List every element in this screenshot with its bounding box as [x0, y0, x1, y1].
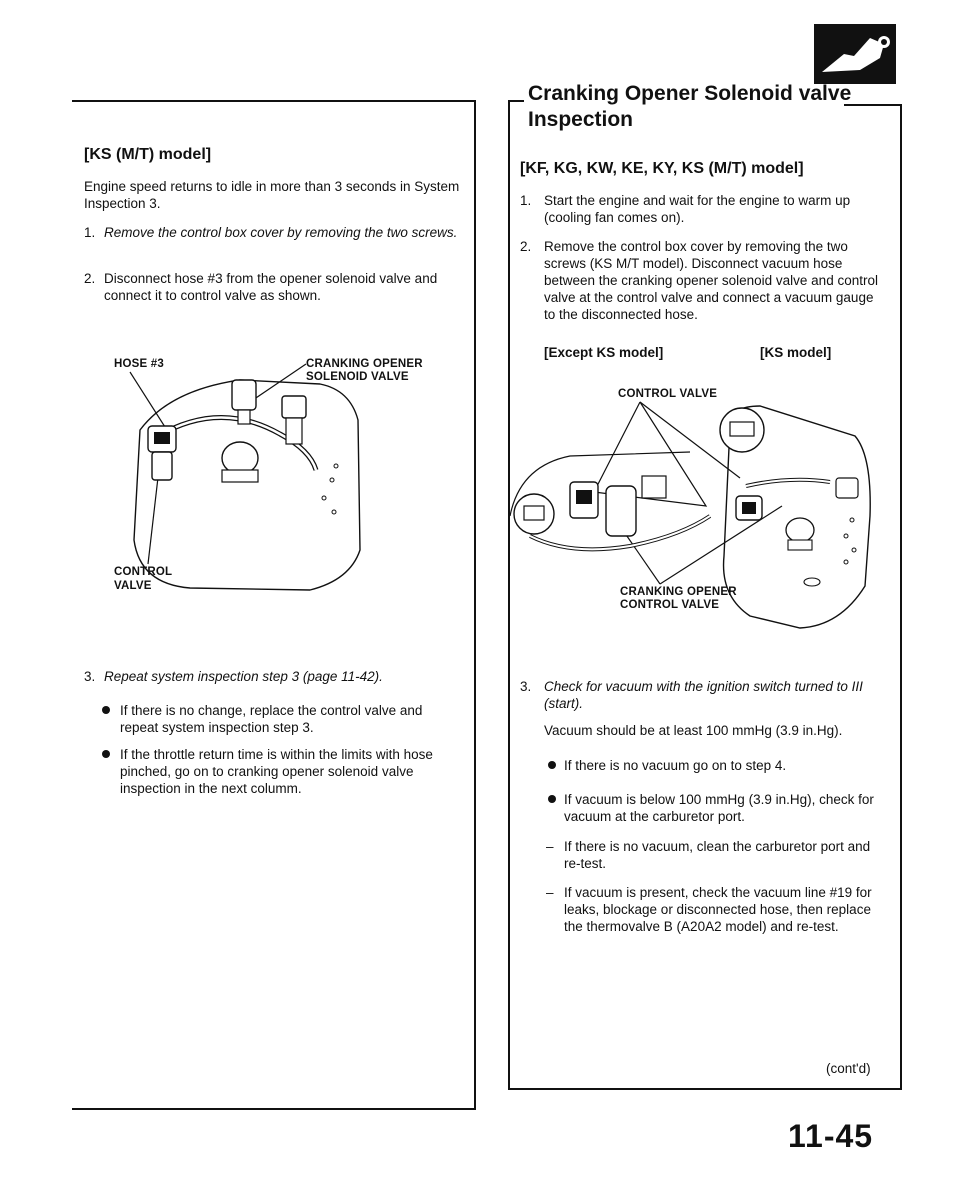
left-intro: Engine speed returns to idle in more than 3 seconds in System Inspection 3.	[84, 179, 460, 211]
left-step3-text: Repeat system inspection step 3 (page 11-42).	[104, 669, 383, 684]
left-label-control-1: CONTROL	[114, 566, 173, 578]
right-vacuum-spec: Vacuum should be at least 100 mmHg (3.9 in.Hg).	[544, 723, 843, 738]
left-top-rule	[72, 100, 476, 102]
page-number: 11-45	[788, 1118, 874, 1154]
left-label-control-2: VALVE	[114, 580, 152, 592]
right-label-cranking-2: CONTROL VALVE	[620, 599, 720, 611]
left-bullet-1: If there is no change, replace the control valve and repeat system inspection step 3.	[120, 703, 423, 735]
right-dash-mark-2: –	[546, 885, 554, 900]
right-step1-num: 1.	[520, 193, 532, 208]
right-step2-text: Remove the control box cover by removing the two screws (KS M/T model). Disconnect vacuum hose between the cranking opener solenoid valve and control valve at the control valve and connect a vacuum gauge to the disconnected hose.	[544, 239, 878, 322]
left-step2-num: 2.	[84, 271, 96, 286]
right-dash-mark-1: –	[546, 839, 554, 854]
left-figure-illustration	[110, 340, 470, 600]
right-label-control: CONTROL VALVE	[618, 388, 718, 400]
right-heading: [KF, KG, KW, KE, KY, KS (M/T) model]	[520, 160, 804, 177]
right-dash-1: If there is no vacuum, clean the carburetor port and re-test.	[564, 839, 871, 871]
engine-section-icon	[814, 24, 896, 84]
left-step3-num: 3.	[84, 669, 96, 684]
left-column-border	[474, 100, 476, 1110]
right-bullet-1: If there is no vacuum go on to step 4.	[564, 758, 787, 773]
right-column-border-right	[900, 104, 902, 1090]
right-label-cranking-1: CRANKING OPENER	[620, 586, 737, 598]
right-bottom-rule	[508, 1088, 902, 1090]
right-step3-text: Check for vacuum with the ignition switch turned to III (start).	[544, 679, 863, 711]
right-bullet-dot-1	[548, 761, 556, 769]
right-step2-num: 2.	[520, 239, 532, 254]
left-label-cranking-1: CRANKING OPENER	[306, 358, 423, 370]
left-label-hose: HOSE #3	[114, 358, 164, 370]
left-step2-text: Disconnect hose #3 from the opener solenoid valve and connect it to control valve as shown.	[104, 271, 438, 303]
right-figure-illustration	[510, 396, 880, 636]
left-heading: [KS (M/T) model]	[84, 146, 212, 163]
contd-label: (cont'd)	[826, 1061, 871, 1076]
left-bullet-dot-2	[102, 750, 110, 758]
right-title-line2: Inspection	[528, 108, 634, 131]
right-sub-except: [Except KS model]	[544, 345, 664, 360]
right-step1-text: Start the engine and wait for the engine to warm up (cooling fan comes on).	[544, 193, 851, 225]
left-bullet-2: If the throttle return time is within the limits with hose pinched, go on to cranking opener solenoid valve inspection in the next columm.	[120, 747, 433, 796]
left-step1-num: 1.	[84, 225, 96, 240]
right-title-rule-left	[508, 100, 524, 102]
left-bottom-rule	[72, 1108, 476, 1110]
right-title-line1: Cranking Opener Solenoid valve	[528, 82, 852, 105]
right-title-rule-right	[844, 104, 902, 106]
right-dash-2: If vacuum is present, check the vacuum line #19 for leaks, blockage or disconnected hose, then replace the thermovalve B (A20A2 model) and re-test.	[564, 885, 872, 934]
left-bullet-dot-1	[102, 706, 110, 714]
right-step3-num: 3.	[520, 679, 532, 694]
left-step1-text: Remove the control box cover by removing the two screws.	[104, 225, 458, 240]
right-bullet-dot-2	[548, 795, 556, 803]
left-label-cranking-2: SOLENOID VALVE	[306, 371, 409, 383]
right-sub-ks: [KS model]	[760, 345, 832, 360]
right-bullet-2: If vacuum is below 100 mmHg (3.9 in.Hg), check for vacuum at the carburetor port.	[564, 792, 874, 824]
